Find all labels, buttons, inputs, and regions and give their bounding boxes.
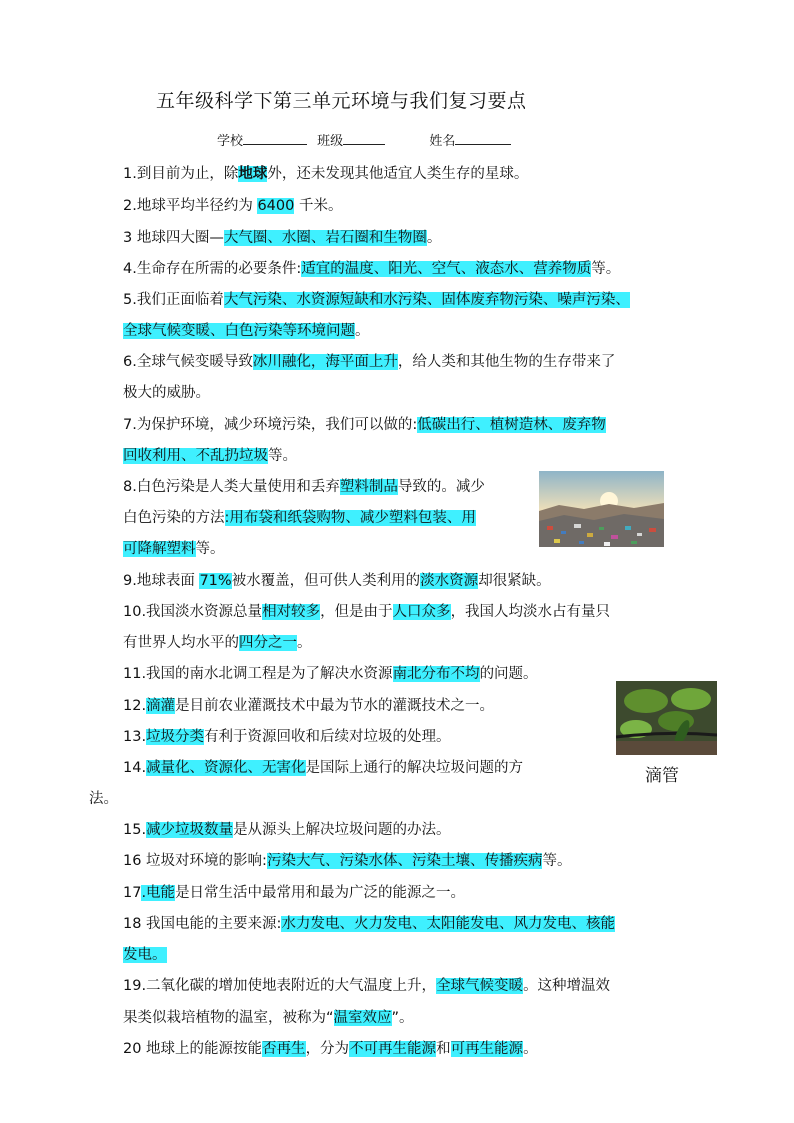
item-text: 14. [123,760,147,776]
name-blank [455,132,511,145]
item-7-line-2 [123,446,297,466]
item-text: 是国际上通行的解决垃圾问题的方 [305,760,524,776]
highlighted-answer: 大气圈、水圈、岩石圈和生物圈 [223,230,427,246]
highlighted-answer: 可再生能源 [450,1041,524,1057]
item-text: ，给人类和其他生物的生存带来了 [397,354,616,370]
highlighted-answer: 适宜的温度、阳光、空气、液态水、营养物质 [301,261,592,277]
highlighted-answer: 相对较多 [262,604,321,620]
highlighted-answer: 人口众多 [392,604,451,620]
item-text: 等。 [268,448,297,464]
item-text: 16 垃圾对环境的影响: [123,853,267,869]
item-text: 2.地球平均半径约为 [123,198,258,214]
item-text: 是从源头上解决垃圾问题的办法。 [233,822,451,838]
highlighted-answer: 回收利用、不乱扔垃圾 [123,448,268,464]
highlighted-answer: 温室效应 [333,1010,392,1026]
school-label: 学校 [217,134,244,149]
student-info-line [217,130,517,149]
item-15 [123,820,451,840]
highlighted-answer: 否再生 [262,1041,306,1057]
item-text: 等。 [542,853,572,869]
item-text: 千米。 [294,198,343,214]
highlighted-answer: 滴灌 [146,698,176,714]
school-blank [243,132,307,145]
item-text: 6.全球气候变暖导致 [123,354,253,370]
item-14-line-1 [123,758,523,778]
highlighted-answer: :用布袋和纸袋购物、减少塑料包装、用 [224,510,476,526]
highlighted-answer: 南北分布不均 [392,666,480,682]
item-17 [123,883,465,903]
highlighted-answer: 6400 [257,198,295,214]
item-14-line-2 [89,789,118,809]
item-text: 果类似栽培植物的温室，被称为“ [123,1010,334,1026]
item-11 [123,664,538,684]
item-text: 。 [426,230,442,246]
class-label: 班级 [317,134,344,149]
item-8-line-3 [123,539,225,559]
item-text: 却很紧缺。 [478,573,551,589]
highlighted-answer: 全球气候变暖、白色污染等环境问题 [123,323,355,339]
item-8-line-1 [123,477,485,497]
item-text: 和 [436,1041,451,1057]
class-blank [343,132,385,145]
highlighted-answer: 污染大气、污染水体、污染土壤、传播疾病 [266,853,543,869]
item-3 [123,228,441,248]
item-text: 13. [123,729,147,745]
item-18-line-1 [123,914,615,934]
item-text: 1.到目前为止，除 [123,166,239,182]
item-text: 20 地球上的能源按能 [123,1041,263,1057]
item-6-line-2 [123,383,210,403]
item-10-line-1 [123,602,610,622]
item-text: 有世界人均水平的 [123,635,239,651]
landfill-photo [539,471,664,547]
highlighted-answer: 不可再生能源 [349,1041,437,1057]
highlighted-answer: 可降解塑料 [123,541,196,557]
item-text: ”。 [391,1010,414,1026]
item-text: 3 地球四大圈— [123,230,224,246]
item-19-line-2 [123,1008,414,1028]
item-text: 有利于资源回收和后续对垃圾的处理。 [204,729,451,745]
item-text: 等。 [591,261,621,277]
drip-irrigation-photo [616,681,717,755]
item-text: 被水覆盖，但可供人类利用的 [231,573,421,589]
landfill-illustration [539,471,664,547]
highlighted-answer: 淡水资源 [420,573,479,589]
highlighted-answer: 冰川融化，海平面上升 [252,354,398,370]
item-20 [123,1039,538,1059]
item-text: 极大的威胁。 [123,385,210,401]
item-10-line-2 [123,633,312,653]
item-4 [123,259,620,279]
item-text: ，我国人均淡水占有量只 [450,604,611,620]
highlighted-answer: 减量化、资源化、无害化 [146,760,306,776]
item-text: 白色污染的方法 [123,510,225,526]
name-label: 姓名 [429,134,456,149]
item-text: 导致的。减少 [397,479,485,495]
highlighted-answer: 垃圾分类 [146,729,205,745]
item-text: 。 [355,323,370,339]
item-text: 。 [523,1041,538,1057]
highlighted-answer: 全球气候变暖 [436,978,524,994]
item-13 [123,727,451,747]
item-text: 10.我国淡水资源总量 [123,604,263,620]
item-2 [123,196,342,216]
item-1 [123,164,528,184]
item-text: 4.生命存在所需的必要条件: [123,261,302,277]
highlighted-answer: 低碳出行、植树造林、废弃物 [417,417,606,433]
item-text: 。 [297,635,312,651]
item-19-line-1 [123,976,610,996]
item-text: 是日常生活中最常用和最为广泛的能源之一。 [175,885,466,901]
item-8-line-2 [123,508,476,528]
highlighted-answer: 发电。 [123,947,167,963]
item-16 [123,851,571,871]
item-text: 5.我们正面临着 [123,292,224,308]
highlighted-answer: 地球 [238,166,268,182]
item-text: 11.我国的南水北调工程是为了解决水资源 [123,666,393,682]
item-text: 是目前农业灌溉技术中最为节水的灌溉技术之一。 [175,698,495,714]
highlighted-answer: 水力发电、火力发电、太阳能发电、风力发电、核能 [281,916,615,932]
item-9 [123,571,551,591]
item-5-line-1 [123,290,630,310]
item-text: 18 我国电能的主要来源: [123,916,282,932]
highlighted-answer: 四分之一 [239,635,297,651]
highlighted-answer: 大气污染、水资源短缺和水污染、固体废弃物污染、噪声污染、 [223,292,630,308]
item-text: 7.为保护环境，减少环境污染，我们可以做的: [123,417,418,433]
item-7-line-1 [123,415,606,435]
item-text: 19.二氧化碳的增加使地表附近的大气温度上升， [123,978,437,994]
drip-irrigation-illustration [616,681,717,755]
highlighted-answer: 塑料制品 [339,479,398,495]
item-12 [123,696,494,716]
item-5-line-2 [123,321,370,341]
item-text: 。这种增温效 [523,978,611,994]
highlighted-answer: 减少垃圾数量 [146,822,234,838]
highlighted-answer: .电能 [141,885,176,901]
drip-caption: 滴管 [645,766,679,786]
item-text: 15. [123,822,147,838]
item-18-line-2 [123,945,167,965]
item-text: 的问题。 [479,666,538,682]
highlighted-answer: 71% [199,573,232,589]
item-text: 17 [123,885,142,901]
item-text: ，分为 [305,1041,350,1057]
item-6-line-1 [123,352,615,372]
item-text: 9.地球表面 [123,573,200,589]
item-text: 外，还未发现其他适宜人类生存的星球。 [267,166,529,182]
item-text: 法。 [89,791,118,807]
page-title: 五年级科学下第三单元环境与我们复习要点 [156,90,527,112]
item-text: 12. [123,698,147,714]
item-text: 8.白色污染是人类大量使用和丢弃 [123,479,340,495]
item-text: 等。 [195,541,225,557]
item-text: ，但是由于 [320,604,393,620]
